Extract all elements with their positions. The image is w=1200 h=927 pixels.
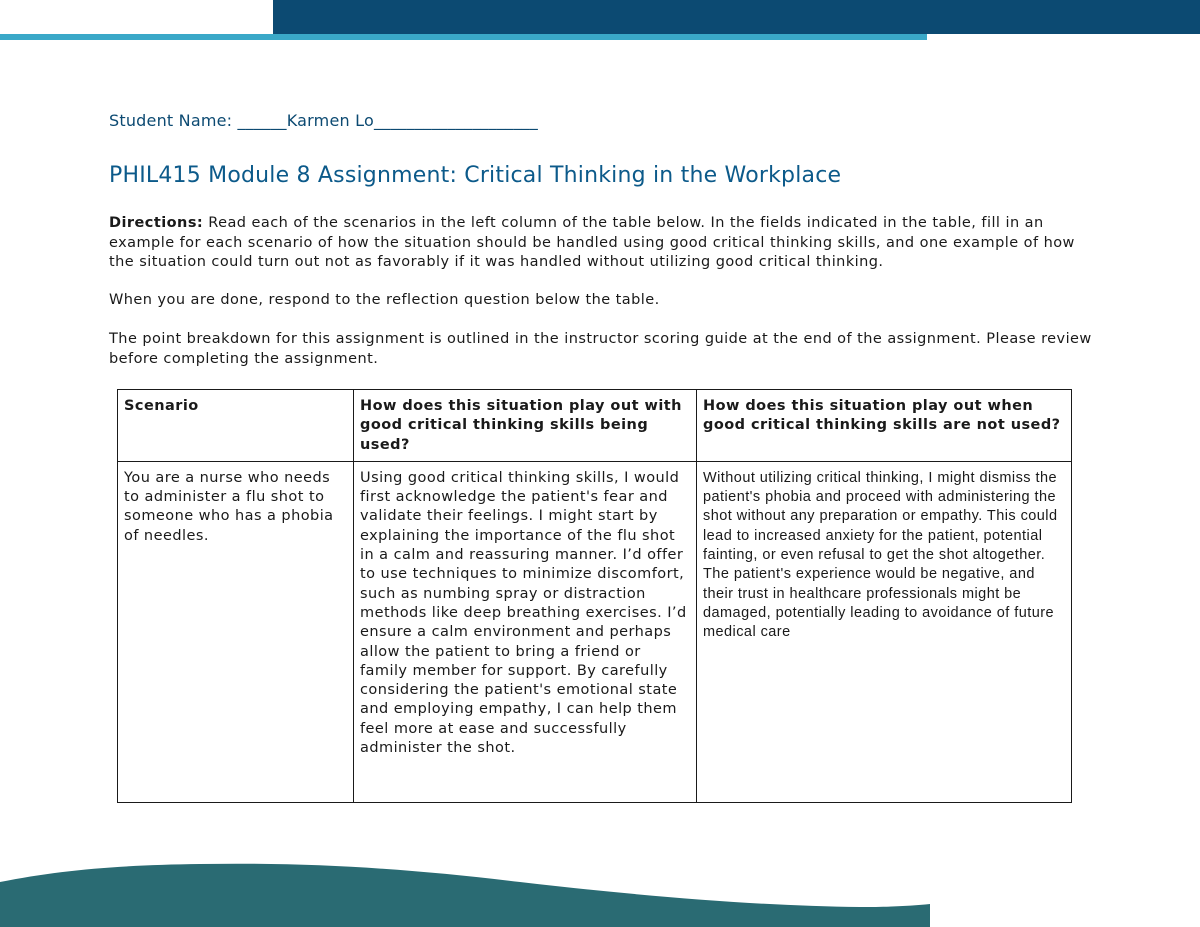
footer-wave-shape (0, 864, 930, 927)
table-header-row (118, 390, 1072, 462)
cell-with-critical-thinking[interactable]: Using good critical thinking skills, I would first acknowledge the patient's fear and validate their feelings. I might start by explaining the importance of the flu shot in a calm and reassuring manner. I’d offer to use techniques to minimize discomfort, such as numbing spray or distraction methods like deep breathing exercises. I’d ensure a calm environment and perhaps allow the patient to bring a friend or family member for support. By carefully considering the patient's emotional state and employing empathy, I can help them feel more at ease and successfully administer the shot. (354, 461, 697, 802)
cell-scenario[interactable]: You are a nurse who needs to administer a flu shot to someone who has a phobia of needles. (118, 461, 354, 802)
points-note: The point breakdown for this assignment is outlined in the instructor scoring guide at the end of the assignment. Please review before completing the assignment. (109, 331, 1092, 367)
header-without-critical-thinking: How does this situation play out when good critical thinking skills are not used? (697, 390, 1072, 462)
cell-without-critical-thinking[interactable]: Without utilizing critical thinking, I might dismiss the patient's phobia and proceed with administering the shot without any preparation or empathy. This could lead to increased anxiety for the patient, potential fainting, or even refusal to get the shot altogether. The patient's experience would be negative, and their trust in healthcare professionals might be damaged, potentially leading to avoidance of future medical care (697, 461, 1072, 802)
directions-label: Directions: (109, 215, 204, 231)
header-banner-dark (273, 0, 1200, 34)
header-with-critical-thinking: How does this situation play out with good critical thinking skills being used? (354, 390, 697, 462)
scenario-table (117, 389, 1072, 803)
header-scenario: Scenario (118, 390, 354, 462)
reflection-note: When you are done, respond to the reflection question below the table. (109, 292, 660, 308)
student-name-line: Student Name: ______Karmen Lo____________________ (109, 111, 538, 130)
table-row (118, 461, 1072, 802)
directions-paragraph (109, 214, 1099, 273)
directions-text: Read each of the scenarios in the left column of the table below. In the fields indicated in the table, fill in an example for each scenario of how the situation should be handled using good critical thinking skills, and one example of how the situation could turn out not as favorably if it was handled without utilizing good critical thinking. (109, 215, 1075, 270)
page-title: PHIL415 Module 8 Assignment: Critical Thinking in the Workplace (109, 163, 842, 188)
footer-wave-decoration (0, 860, 1200, 927)
header-banner-accent (0, 34, 927, 40)
